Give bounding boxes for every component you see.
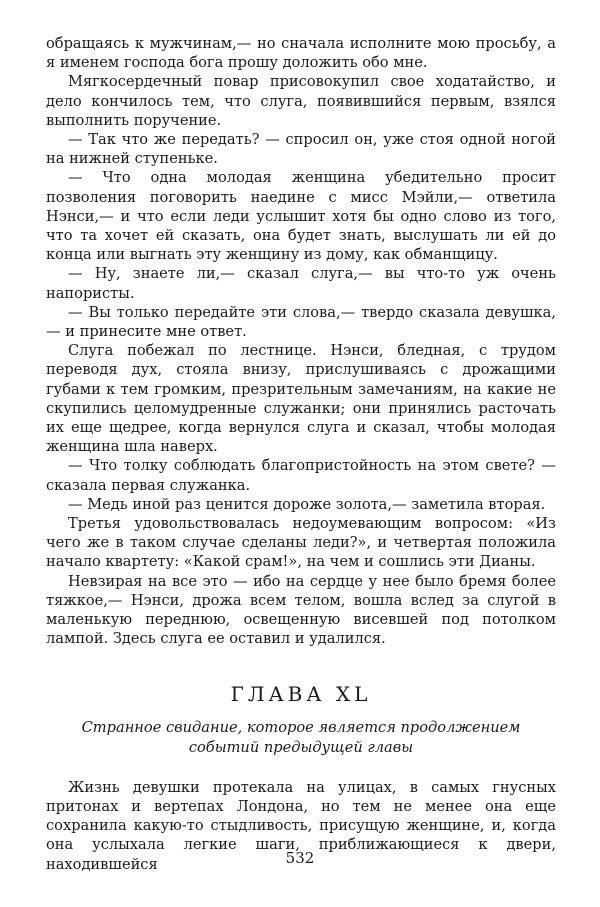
paragraph: Мягкосердечный повар присовокупил свое ходатайство, и дело кончилось тем, что слуга, появившийся первым, взялся выполнить поручение. [46, 73, 556, 129]
chapter-subtitle-line: Странное свидание, которое является продолжением [81, 718, 521, 736]
paragraph-dialogue: — Что толку соблюдать благопристойность на этом свете? — сказала первая служанка. [46, 457, 556, 494]
paragraph: Жизнь девушки протекала на улицах, в самых гнусных притонах и вертепах Лондона, но тем не менее она еще сохранила какую-то стыдливость, присущую женщине, и, когда она услыхала легкие шаги, приближающиеся к двери, находившейся [46, 778, 556, 873]
paragraph-dialogue: — Вы только передайте эти слова,— твердо сказала девушка,— и принесите мне ответ. [46, 303, 556, 341]
page-number: 532 [285, 849, 315, 867]
paragraph: Третья удовольствовалась недоумевающим вопросом: «Из чего же в таком случае сделаны леди?», и четвертая положила начало квартету: «Какой срам!», на чем и сошлись эти Дианы. [46, 515, 556, 571]
paragraph-continuation: обращаясь к мужчинам,— но сначала исполните мою просьбу, а я именем господа бога прошу доложить обо мне. [46, 35, 556, 72]
paragraph-dialogue: — Медь иной раз ценится дороже золота,— заметила вторая. [68, 495, 546, 513]
chapter-subtitle-line: событий предыдущей главы [188, 738, 414, 756]
book-page [46, 34, 556, 874]
paragraph: Слуга побежал по лестнице. Нэнси, бледная, с трудом переводя дух, стояла внизу, прислушиваясь с дрожащими губами к тем громким, презрительным замечаниям, на какие не скупились целомудренные служанки; они принялись расточать их еще щедрее, когда вернулся слуга и сказал, чтобы молодая женщина шла наверх. [46, 342, 556, 456]
paragraph-dialogue: — Что одна молодая женщина убедительно просит позволения поговорить наедине с мисс Мэйли,— ответила Нэнси,— и что если леди услышит хотя бы одно слово из того, что та хочет ей сказать, она будет знать, выслушать ли ей до конца или выгнать эту женщину из дому, как обманщицу. [46, 169, 556, 264]
chapter-heading: ГЛАВА XL [230, 681, 372, 706]
paragraph-dialogue: — Ну, знаете ли,— сказал слуга,— вы что-то уж очень напористы. [46, 265, 556, 302]
spacer [46, 758, 556, 778]
paragraph: Невзирая на все это — ибо на сердце у нее было бремя более тяжкое,— Нэнси, дрожа всем телом, вошла вслед за слугой в маленькую переднюю, освещенную висевшей под потолком лампой. Здесь слуга ее оставил и удалился. [46, 572, 556, 648]
paragraph-dialogue: — Так что же передать? — спросил он, уже стоя одной ногой на нижней ступеньке. [46, 131, 556, 168]
